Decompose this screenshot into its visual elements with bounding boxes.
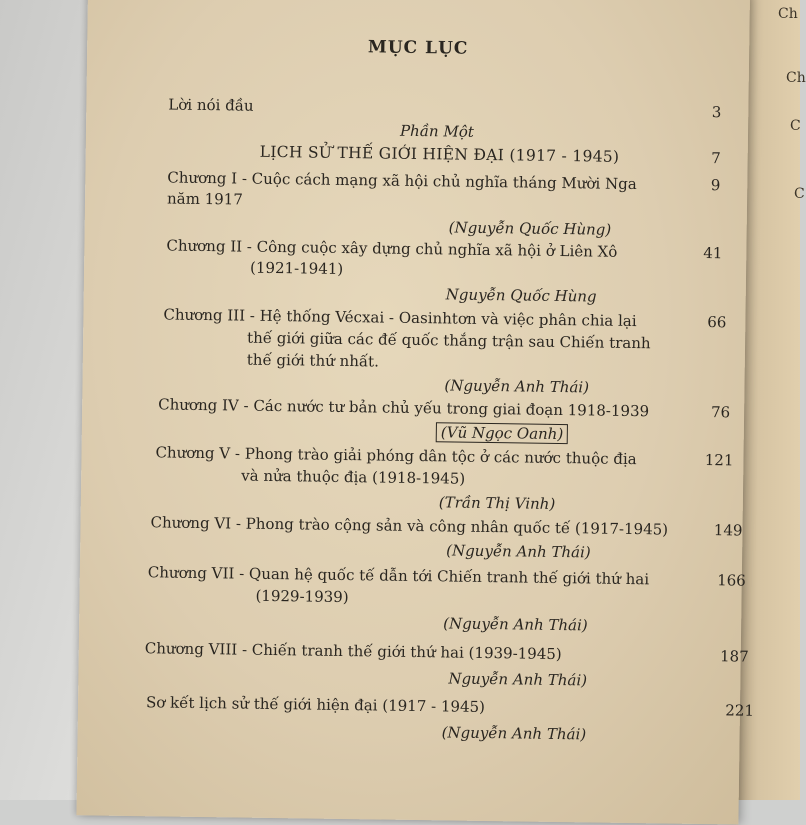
toc-page-number: 66 <box>707 313 727 332</box>
chapter-7-author: (Nguyễn Anh Thái) <box>443 614 588 635</box>
toc-page-number: 149 <box>713 521 743 540</box>
toc-page-number: 7 <box>711 149 721 168</box>
toc-entry-preface: Lời nói đầu <box>168 95 254 115</box>
toc-page-number: 76 <box>710 403 731 422</box>
toc-title: MỤC LỤC <box>367 37 469 59</box>
chapter-8-title: Chương VIII - Chiến tranh thế giới thứ hai (1939-1945) <box>144 639 562 664</box>
chapter-2-title: Chương II - Công cuộc xây dựng chủ nghĩa xã hội ở Liên Xô <box>166 236 618 261</box>
chapter-3-title-cont: thế giới thứ nhất. <box>246 350 380 371</box>
facing-page-fragment: C <box>790 118 801 134</box>
chapter-4-title: Chương IV - Các nước tư bản chủ yếu trong giai đoạn 1918-1939 <box>158 395 650 421</box>
toc-page-number: 9 <box>710 176 721 195</box>
chapter-1-author: (Nguyễn Quốc Hùng) <box>448 218 612 239</box>
chapter-5-title: Chương V - Phong trào giải phóng dân tộc ở các nước thuộc địa <box>155 443 637 469</box>
chapter-3-author: (Nguyễn Anh Thái) <box>444 376 590 397</box>
chapter-3-title-cont: thế giới giữa các đế quốc thắng trận sau Chiến tranh <box>247 328 651 353</box>
toc-page-number: 187 <box>719 647 749 666</box>
part-title: LỊCH SỬ THẾ GIỚI HIỆN ĐẠI (1917 - 1945) <box>259 142 620 166</box>
toc-page-number: 41 <box>703 243 723 263</box>
toc-entry-summary: Sơ kết lịch sử thế giới hiện đại (1917 - 1945) <box>145 693 486 716</box>
chapter-3-title: Chương III - Hệ thống Vécxai - Oasinhtơn và việc phân chia lại <box>163 305 637 331</box>
summary-author: (Nguyễn Anh Thái) <box>441 723 587 744</box>
chapter-1-title: Chương I - Cuộc cách mạng xã hội chủ nghĩa tháng Mười Nga <box>167 168 637 194</box>
part-label: Phần Một <box>399 121 474 141</box>
toc-page-number: 166 <box>717 571 746 590</box>
chapter-1-title-cont: năm 1917 <box>166 189 243 209</box>
chapter-6-title: Chương VI - Phong trào cộng sản và công nhân quốc tế (1917-1945) <box>150 513 669 539</box>
chapter-6-author: (Nguyễn Anh Thái) <box>446 541 591 562</box>
chapter-5-title-cont: và nửa thuộc địa (1918-1945) <box>241 466 466 488</box>
chapter-7-title-cont: (1929-1939) <box>255 586 349 607</box>
toc-page-number: 221 <box>725 701 755 720</box>
chapter-4-author: (Vũ Ngọc Oanh) <box>436 422 569 444</box>
chapter-8-author: Nguyễn Anh Thái) <box>448 669 588 690</box>
toc-page-number: 121 <box>704 451 734 470</box>
facing-page-fragment: C <box>794 186 805 202</box>
chapter-2-title-cont: (1921-1941) <box>249 258 344 278</box>
chapter-5-author: (Trần Thị Vinh) <box>438 493 556 513</box>
facing-page-fragment: Ch <box>786 70 806 86</box>
book-page <box>76 0 755 825</box>
chapter-7-title: Chương VII - Quan hệ quốc tế dẫn tới Chiến tranh thế giới thứ hai <box>147 563 650 589</box>
toc-page-number: 3 <box>711 103 722 122</box>
chapter-2-author: Nguyễn Quốc Hùng <box>445 285 597 306</box>
facing-page-fragment: Ch <box>778 6 798 22</box>
